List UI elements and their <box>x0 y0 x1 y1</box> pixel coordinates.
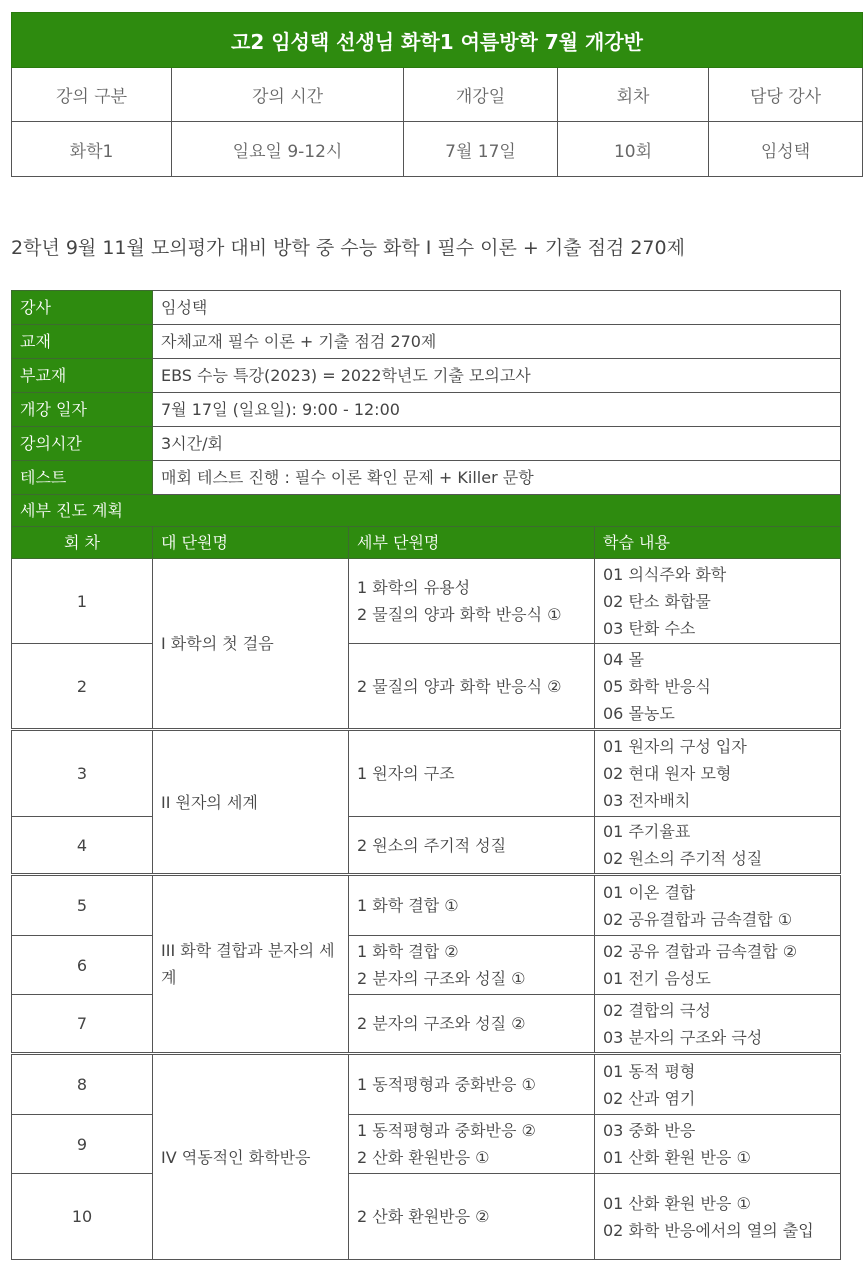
content-line: 03 전자배치 <box>603 791 691 810</box>
content-cell <box>595 1174 841 1260</box>
session-number: 10 <box>12 1174 153 1260</box>
unit-name: III 화학 결합과 분자의 세계 <box>153 875 349 1054</box>
content-line: 01 원자의 구성 입자 <box>603 737 747 756</box>
subunit-cell <box>349 995 595 1054</box>
session-row <box>12 559 841 644</box>
header-course-type: 강의 구분 <box>12 68 172 122</box>
info-label: 교재 <box>12 325 153 359</box>
content-cell <box>595 730 841 817</box>
subunit-line: 1 원자의 구조 <box>357 764 455 783</box>
content-cell <box>595 644 841 730</box>
column-header-unit: 대 단원명 <box>153 527 349 559</box>
content-line: 03 분자의 구조와 극성 <box>603 1027 763 1047</box>
column-header-content: 학습 내용 <box>595 527 841 559</box>
subunit-line: 1 화학 결합 ② <box>357 942 459 961</box>
unit-name: I 화학의 첫 걸음 <box>153 559 349 730</box>
column-header-subunit: 세부 단원명 <box>349 527 595 559</box>
subunit-cell <box>349 1054 595 1115</box>
info-row-lecture-hours <box>12 427 841 461</box>
content-cell <box>595 936 841 995</box>
session-number: 7 <box>12 995 153 1054</box>
session-number: 9 <box>12 1115 153 1174</box>
content-line: 02 탄소 화합물 <box>603 591 711 611</box>
session-row <box>12 995 841 1054</box>
session-row <box>12 1174 841 1260</box>
content-cell <box>595 559 841 644</box>
info-label: 개강 일자 <box>12 393 153 427</box>
course-detail-table <box>11 290 841 1260</box>
subunit-line: 2 분자의 구조와 성질 ① <box>357 969 526 988</box>
header-start-date: 개강일 <box>404 68 558 122</box>
content-line: 01 산화 환원 반응 ① <box>603 1148 751 1167</box>
subunit-line: 1 화학의 유용성 <box>357 578 471 597</box>
content-line: 02 공유 결합과 금속결합 ② <box>603 942 798 961</box>
content-line: 01 전기 음성도 <box>603 969 711 988</box>
content-line: 04 몰 <box>603 649 644 669</box>
subunit-line: 1 동적평형과 중화반응 ① <box>357 1075 536 1094</box>
subunit-line: 2 산화 환원반응 ① <box>357 1148 490 1167</box>
content-cell <box>595 995 841 1054</box>
content-line: 03 중화 반응 <box>603 1121 696 1140</box>
session-row <box>12 644 841 730</box>
info-value: 자체교재 필수 이론 + 기출 점검 270제 <box>153 325 841 359</box>
content-line: 01 주기율표 <box>603 822 691 841</box>
content-line: 02 원소의 주기적 성질 <box>603 849 763 868</box>
subunit-cell <box>349 1115 595 1174</box>
info-label: 테스트 <box>12 461 153 495</box>
info-row-test <box>12 461 841 495</box>
info-value: 7월 17일 (일요일): 9:00 - 12:00 <box>153 393 841 427</box>
session-number: 3 <box>12 730 153 817</box>
content-line: 02 결합의 극성 <box>603 1000 711 1020</box>
content-line: 02 현대 원자 모형 <box>603 764 732 783</box>
subunit-line: 2 물질의 양과 화학 반응식 ② <box>357 676 562 696</box>
info-value: 매회 테스트 진행 : 필수 이론 확인 문제 + Killer 문항 <box>153 461 841 495</box>
session-row <box>12 936 841 995</box>
content-line: 01 의식주와 화학 <box>603 564 727 584</box>
session-row <box>12 1115 841 1174</box>
info-value: 임성택 <box>153 291 841 325</box>
header-course-time: 강의 시간 <box>172 68 404 122</box>
unit-name: II 원자의 세계 <box>153 730 349 875</box>
info-row-textbook <box>12 325 841 359</box>
value-session-count: 10회 <box>558 122 709 177</box>
info-row-start-date <box>12 393 841 427</box>
value-instructor: 임성택 <box>709 122 863 177</box>
content-line: 02 산과 염기 <box>603 1088 696 1108</box>
subunit-line: 2 물질의 양과 화학 반응식 ① <box>357 605 562 624</box>
content-line: 01 동적 평형 <box>603 1061 696 1081</box>
session-number: 2 <box>12 644 153 730</box>
session-row <box>12 730 841 817</box>
subunit-cell <box>349 936 595 995</box>
subunit-cell <box>349 559 595 644</box>
content-line: 03 탄화 수소 <box>603 618 696 638</box>
unit-name: IV 역동적인 화학반응 <box>153 1054 349 1260</box>
header-session-count: 회차 <box>558 68 709 122</box>
content-line: 01 이온 결합 <box>603 882 696 902</box>
course-subtitle: 2학년 9월 11월 모의평가 대비 방학 중 수능 화학 I 필수 이론 + 기출 점검 270제 <box>11 237 685 259</box>
content-line: 02 화학 반응에서의 열의 출입 <box>603 1220 814 1240</box>
info-row-instructor <box>12 291 841 325</box>
header-instructor: 담당 강사 <box>709 68 863 122</box>
session-number: 8 <box>12 1054 153 1115</box>
subunit-cell <box>349 817 595 875</box>
session-number: 1 <box>12 559 153 644</box>
content-line: 01 산화 환원 반응 ① <box>603 1193 751 1213</box>
session-number: 4 <box>12 817 153 875</box>
subunit-line: 2 분자의 구조와 성질 ② <box>357 1014 526 1033</box>
subunit-line: 2 산화 환원반응 ② <box>357 1207 490 1226</box>
session-row <box>12 875 841 936</box>
subunit-line: 1 동적평형과 중화반응 ② <box>357 1121 536 1140</box>
subunit-cell <box>349 875 595 936</box>
info-value: 3시간/회 <box>153 427 841 461</box>
subunit-cell <box>349 1174 595 1260</box>
info-label: 강사 <box>12 291 153 325</box>
session-number: 6 <box>12 936 153 995</box>
info-value: EBS 수능 특강(2023) = 2022학년도 기출 모의고사 <box>153 359 841 393</box>
subunit-line: 2 원소의 주기적 성질 <box>357 835 507 855</box>
info-label: 부교재 <box>12 359 153 393</box>
subunit-cell <box>349 730 595 817</box>
value-start-date: 7월 17일 <box>404 122 558 177</box>
session-row <box>12 1054 841 1115</box>
session-row <box>12 817 841 875</box>
content-line: 06 몰농도 <box>603 703 675 723</box>
content-line: 02 공유결합과 금속결합 ① <box>603 909 793 929</box>
content-cell <box>595 1115 841 1174</box>
info-row-subtextbook <box>12 359 841 393</box>
value-course-type: 화학1 <box>12 122 172 177</box>
info-label: 강의시간 <box>12 427 153 461</box>
value-course-time: 일요일 9-12시 <box>172 122 404 177</box>
plan-title: 세부 진도 계획 <box>12 495 841 527</box>
content-line: 05 화학 반응식 <box>603 676 711 696</box>
subunit-line: 1 화학 결합 ① <box>357 896 459 915</box>
subunit-cell <box>349 644 595 730</box>
content-cell <box>595 875 841 936</box>
course-summary-table <box>11 12 863 177</box>
content-cell <box>595 817 841 875</box>
content-cell <box>595 1054 841 1115</box>
course-title: 고2 임성택 선생님 화학1 여름방학 7월 개강반 <box>12 13 863 68</box>
column-header-session: 회 차 <box>12 527 153 559</box>
session-number: 5 <box>12 875 153 936</box>
